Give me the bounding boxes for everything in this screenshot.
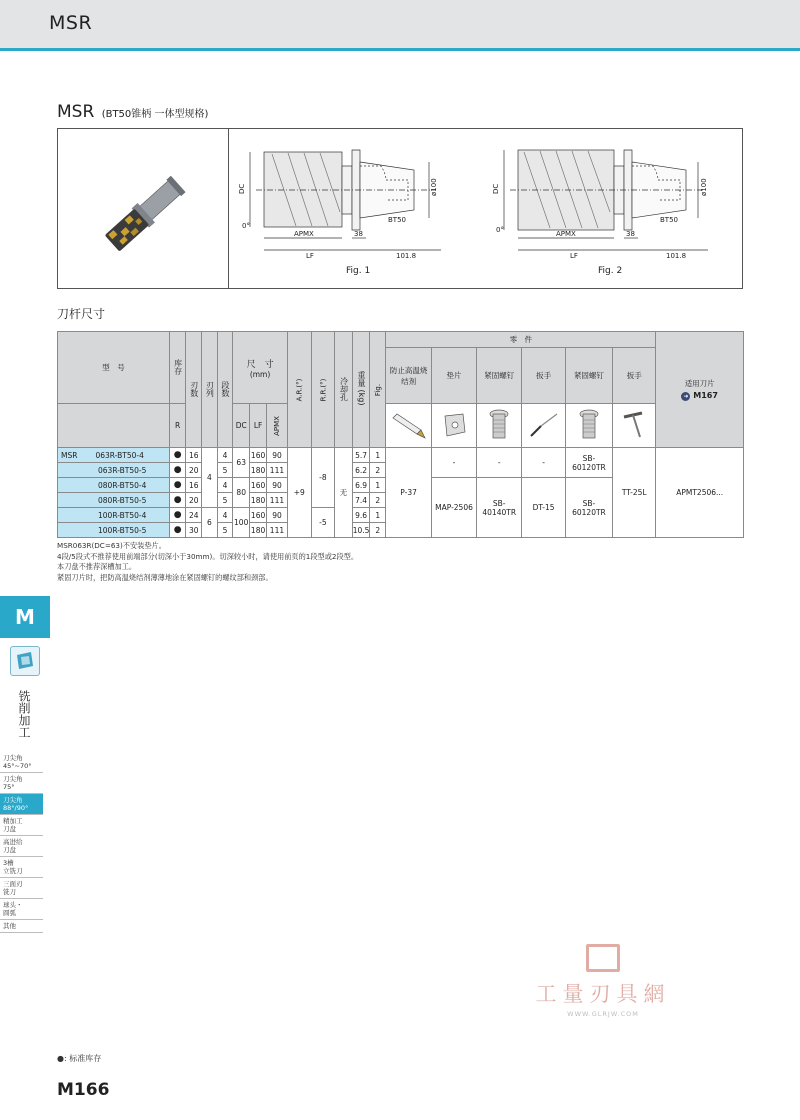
ref-arrow-icon: ➜ [683,393,689,400]
watermark-logo-icon [586,944,620,972]
compound-cell: P-37 [386,448,432,538]
wrench-driver-icon [522,404,565,448]
fig2-caption: Fig. 2 [598,266,623,276]
model-cell: 100R-BT50-4 [58,508,170,523]
sidebar-item[interactable]: 其他 [0,920,43,933]
stages-cell: 4 [217,478,233,493]
th-inserts: 适用刀片 ➜ M167 [656,332,744,448]
stages-cell: 5 [217,523,233,538]
page-header [0,0,800,50]
lf-cell: 160 [250,478,267,493]
t-wrench-icon [613,404,656,448]
model-cell: 063R-BT50-5 [58,463,170,478]
section-title: 刀杆尺寸 [57,307,106,321]
fig2-lf: LF [570,252,578,260]
header-accent-line [0,48,800,51]
fig2-drawing [490,140,715,280]
apmx-cell: 90 [267,508,288,523]
page-number: M166 [57,1080,110,1100]
teeth-cell: 20 [186,463,202,478]
model-cell: 080R-BT50-4 [58,478,170,493]
th-dc: DC [233,404,250,448]
rows-cell: 4 [202,448,218,508]
note-line: 紧固刀片时，把防高温烧结剂薄薄地涂在紧固螺钉的螺纹部和颈部。 [57,572,273,582]
stock-cell: ● [169,478,186,493]
chapter-tab[interactable]: M [0,596,50,638]
th-fig: Fig. [370,332,386,448]
th-shim: 垫片 [431,348,476,404]
note-line: 4段/5段式不推荐使用前端部分(切深小于30mm)。切深较小时，请使用前页的1段型或2段型。 [57,551,359,561]
watermark [528,944,678,1018]
stages-cell: 5 [217,463,233,478]
weight-cell: 6.9 [352,478,370,493]
th-rr: R.R.(°) [311,332,335,448]
stages-cell: 4 [217,448,233,463]
clamp-screw-2-icon [565,404,612,448]
th-parts: 零 件 [386,332,656,348]
sidebar-item[interactable]: 精加工 刀盘 [0,815,43,836]
fig-cell: 2 [370,493,386,508]
th-coolant: 冷却孔 [335,332,352,448]
th-apmx: APMX [267,404,288,448]
product-photo [90,165,205,260]
weight-cell: 5.7 [352,448,370,463]
rows-cell: 6 [202,508,218,538]
th-r: R [169,404,186,448]
apmx-cell: 111 [267,463,288,478]
fig1-drawing [236,140,456,280]
shim-cell: - [431,448,476,478]
fig1-lf: LF [306,252,314,260]
wrench-cell: - [522,448,565,478]
th-model: 型 号 [58,332,170,404]
fig1-101: 101.8 [396,252,417,260]
stock-cell: ● [169,448,186,463]
th-wrench-2: 扳手 [613,348,656,404]
spec-table [57,331,744,538]
clamp-cell: SB-40140TR [477,478,522,538]
fig1-phi: ø100 [430,178,438,196]
table-row [58,448,744,463]
model-cell: 080R-BT50-5 [58,493,170,508]
insert-cell: APMT2506... [656,448,744,538]
sidebar-item[interactable]: 球头・ 圆弧 [0,899,43,920]
stock-cell: ● [169,508,186,523]
product-title-main: MSR [57,102,95,122]
model-cell: 100R-BT50-5 [58,523,170,538]
shim-cell: MAP-2506 [431,478,476,538]
lf-cell: 160 [250,508,267,523]
weight-cell: 10.5 [352,523,370,538]
teeth-cell: 30 [186,523,202,538]
apmx-cell: 90 [267,448,288,463]
teeth-cell: 20 [186,493,202,508]
th-teeth: 刃数 [186,332,202,448]
sidebar-item[interactable]: 三面刃 铣刀 [0,878,43,899]
apmx-cell: 90 [267,478,288,493]
chapter-label: 铣削加工 [17,690,31,738]
th-stages: 段数 [217,332,233,448]
fig1-angle: 0° [242,222,250,230]
teeth-cell: 24 [186,508,202,523]
th-ar: A.R.(°) [287,332,311,448]
stock-cell: ● [169,523,186,538]
shim-icon [431,404,476,448]
compound-tube-icon [386,404,432,448]
stock-legend: ●: 标准库存 [57,1054,102,1063]
weight-cell: 6.2 [352,463,370,478]
fig2-101: 101.8 [666,252,687,260]
teeth-cell: 16 [186,448,202,463]
milling-icon [10,646,40,676]
th-dims: 尺 寸 (mm) [233,332,288,404]
clamp2-cell: SB-60120TR [565,448,612,478]
fig-cell: 1 [370,508,386,523]
fig2-bt: BT50 [660,216,678,224]
stages-cell: 4 [217,508,233,523]
stock-cell: ● [169,463,186,478]
stages-cell: 5 [217,493,233,508]
th-weight: 重量 (kg) [352,332,370,448]
th-blank [58,404,170,448]
lf-cell: 160 [250,448,267,463]
fig1-apmx: APMX [294,230,314,238]
fig-cell: 1 [370,478,386,493]
fig2-apmx: APMX [556,230,576,238]
th-lf: LF [250,404,267,448]
fig2-phi: ø100 [700,178,708,196]
dc-cell: 80 [233,478,250,508]
watermark-text: 工量刃具網 [535,982,671,1006]
watermark-url: WWW.GLRJW.COM [567,1010,639,1018]
fig2-dc: DC [492,183,500,194]
rr-cell: -5 [311,508,335,538]
clamp-screw-icon [477,404,522,448]
fig1-bt: BT50 [388,216,406,224]
th-clamp-screw: 紧固螺钉 [477,348,522,404]
fig2-angle: 0° [496,226,504,234]
sidebar-item[interactable]: 3槽 立铣刀 [0,857,43,878]
dc-cell: 100 [233,508,250,538]
weight-cell: 7.4 [352,493,370,508]
th-wrench: 扳手 [522,348,565,404]
sidebar-item-active[interactable]: 刀尖角 88°/90° [0,794,43,815]
note-line: 本刀盘不推荐深槽加工。 [57,562,137,572]
notes [57,541,358,583]
stock-cell: ● [169,493,186,508]
fig1-caption: Fig. 1 [346,266,371,276]
th-clamp-screw-2: 紧固螺钉 [565,348,612,404]
fig1-38: 38 [354,230,363,238]
clamp-cell: - [477,448,522,478]
fig2-38: 38 [626,230,635,238]
ar-cell: +9 [287,448,311,538]
rr-cell: -8 [311,448,335,508]
apmx-cell: 111 [267,493,288,508]
teeth-cell: 16 [186,478,202,493]
note-line: MSR063R(DC=63)不安装垫片。 [57,541,166,550]
fig1-dc: DC [238,183,246,194]
coolant-cell: 无 [335,448,352,538]
dc-cell: 63 [233,448,250,478]
lf-cell: 180 [250,493,267,508]
sidebar-list [0,752,43,933]
fig-cell: 2 [370,523,386,538]
th-stock: 库存 [169,332,186,404]
product-title-note: (BT50锥柄 一体型规格) [101,109,209,120]
sidebar-item[interactable]: 刀尖角 45°~70° [0,752,43,773]
weight-cell: 9.6 [352,508,370,523]
lf-cell: 180 [250,463,267,478]
wrench-cell: DT-15 [522,478,565,538]
model-cell: MSR 063R-BT50-4 [58,448,170,463]
th-rows: 刃列 [202,332,218,448]
fig-cell: 2 [370,463,386,478]
th-compound: 防止高温烧结剂 [386,348,432,404]
fig-cell: 1 [370,448,386,463]
clamp2-cell: SB-60120TR [565,478,612,538]
wrench2-cell: TT-25L [613,448,656,538]
sidebar-item[interactable]: 高进给 刀盘 [0,836,43,857]
figure-separator [228,128,229,289]
apmx-cell: 111 [267,523,288,538]
lf-cell: 180 [250,523,267,538]
product-title [57,102,208,122]
header-title: MSR [49,12,93,34]
sidebar-item[interactable]: 刀尖角 75° [0,773,43,794]
